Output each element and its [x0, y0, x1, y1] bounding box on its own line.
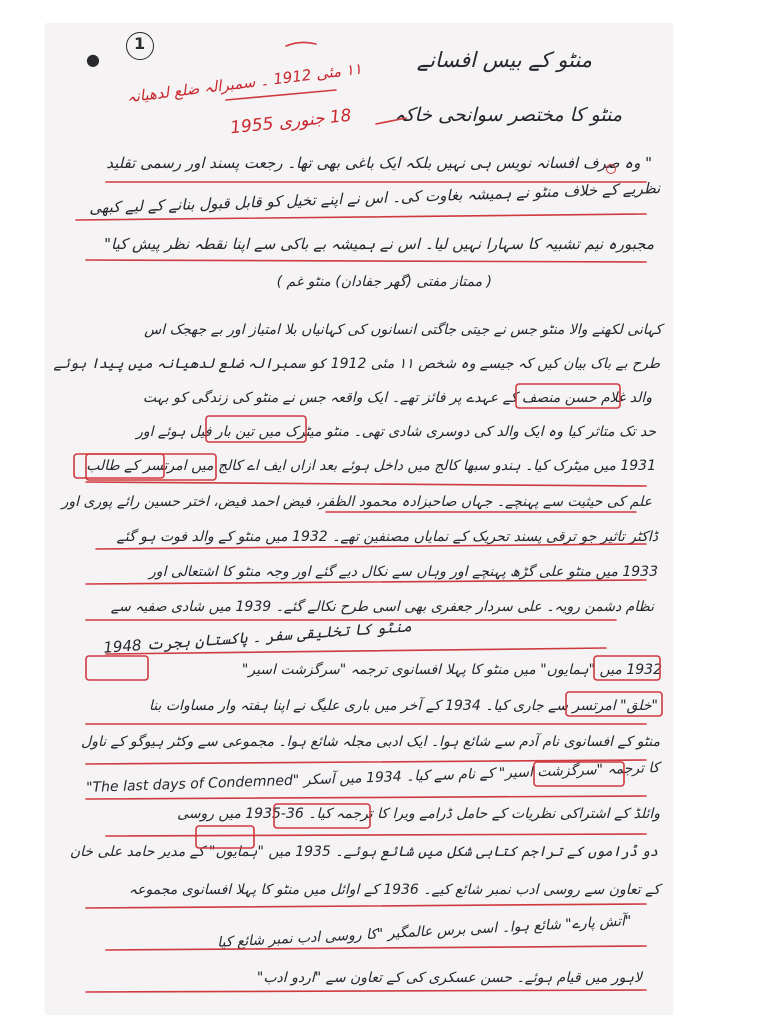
quote-line: " وہ صرف افسانہ نویس ہی نہیں بلکہ ایک باغی بھی تھا۔ رجعت پسند اور رسمی تقلید: [106, 154, 652, 172]
creative-line: وائلڈ کے اشتراکی نظریات کے حامل ڈرامے ویرا کا ترجمہ کیا۔ 36-1935 میں روسی: [177, 806, 660, 822]
body-line: والد غلام حسن منصف کے عہدے پر فائز تھے۔ ایک واقعہ جس نے منٹو کی زندگی کو بہت: [142, 390, 652, 406]
body-line: حد تک متاثر کیا وہ ایک والد کی دوسری شادی تھی۔ منٹو میٹرک میں تین بار فیل ہوئے اور: [136, 424, 656, 440]
body-line: کہانی لکھنے والا منٹو جس نے جیتی جاگتی انسانوں کی کہانیاں بلا امتیاز اور بے جھجک اس: [144, 322, 662, 338]
birth-note: ۱۱ مئی 1912 ۔ سمبرالہ ضلع لدھیانہ: [125, 59, 363, 107]
page-subtitle: منٹو کا مختصر سوانحی خاکہ: [394, 104, 622, 126]
creative-line: "خلق" امرتسر سے جاری کیا۔ 1934 کے آخر میں باری علیگ نے اپنا ہفتہ وار مساوات بنا: [149, 698, 658, 714]
body-line: 1933 میں منٹو علی گڑھ پہنچے اور وہاں سے نکال دیے گئے اور وجہ منٹو کا اشتعالی اور: [149, 564, 658, 580]
body-line: 1931 میں میٹرک کیا۔ ہندو سبھا کالج میں داخل ہوئے بعد ازاں ایف اے کالج میں امرتسر کے طالب: [86, 458, 656, 474]
body-line: طرح بے باک بیان کیں کہ جیسے وہ شخص ۱۱ مئی 1912 کو سمبرالہ ضلع لدھیانہ میں پیدا ہوئے: [53, 356, 660, 372]
body-line: نظام دشمن رویہ۔ علی سردار جعفری بھی اسی طرح نکالے گئے۔ 1939 میں شادی صفیہ سے: [110, 599, 654, 615]
creative-line: کے تعاون سے روسی ادب نمبر شائع کیے۔ 1936 کے اوائل میں منٹو کا پہلا افسانوی مجموعہ: [128, 882, 660, 898]
body-line: ڈاکٹر تاثیر جو ترقی پسند تحریک کے نمایاں مصنفین تھے۔ 1932 میں منٹو کے والد فوت ہو گئے: [116, 529, 658, 545]
ink-dot: [606, 164, 616, 174]
page-number: 1: [134, 34, 146, 53]
ink-annotations: [46, 24, 672, 1014]
quote-line: نظریے کے خلاف منٹو نے ہمیشہ بغاوت کی۔ اس نے اپنے تخیل کو قابل قبول بنانے کے لیے کبھی: [88, 179, 661, 217]
creative-line: دو ڈراموں کے تراجم کتابی شکل میں شائع ہوئے۔ 1935 میں "ہمایوں" کے مدیر حامد علی خان: [69, 844, 658, 860]
quote-attribution: ( ممتاز مفتی (گھر جفادان) منٹو غم ): [276, 274, 492, 290]
quote-line: مجبورہ نیم تشبیہ کا سہارا نہیں لیا۔ اس نے ہمیشہ بے باکی سے اپنا نقطہ نظر پیش کیا": [104, 235, 654, 253]
death-note: 18 جنوری 1955: [229, 105, 353, 139]
creative-line: "The last days of Condemned" کا ترجمہ "سرگزشت اسیر" کے نام سے کیا۔ 1934 میں آسکر: [86, 759, 661, 797]
body-line: علم کی حیثیت سے پہنچے۔ جہاں صاحبزادہ محمود الظفر، فیض احمد فیض، اختر حسین رائے پوری اور: [61, 494, 652, 510]
creative-line: لاہور میں قیام ہوئے۔ حسن عسکری کی کے تعاون سے "اردو ادب": [256, 970, 642, 986]
page-title: منٹو کے بیس افسانے: [416, 48, 592, 72]
bullet-mark: ●: [86, 50, 100, 69]
creative-line: 1932 میں "ہمایوں" میں منٹو کا پہلا افسانوی ترجمہ "سرگزشت اسیر": [241, 662, 662, 678]
handwritten-page: [46, 24, 672, 1014]
section-heading: منٹو کا تخلیقی سفر ۔ پاکستان ہجرت 1948: [102, 617, 413, 657]
creative-line: منٹو کے افسانوی نام آدم سے شائع ہوا۔ ایک ادبی مجلہ شائع ہوا۔ مجموعی سے وکٹر ہیوگو کے ناول: [81, 734, 660, 750]
creative-line: "آتش پارے" شائع ہوا۔ اسی برس عالمگیر "کا روسی ادب نمبر شائع کیا: [217, 913, 633, 951]
